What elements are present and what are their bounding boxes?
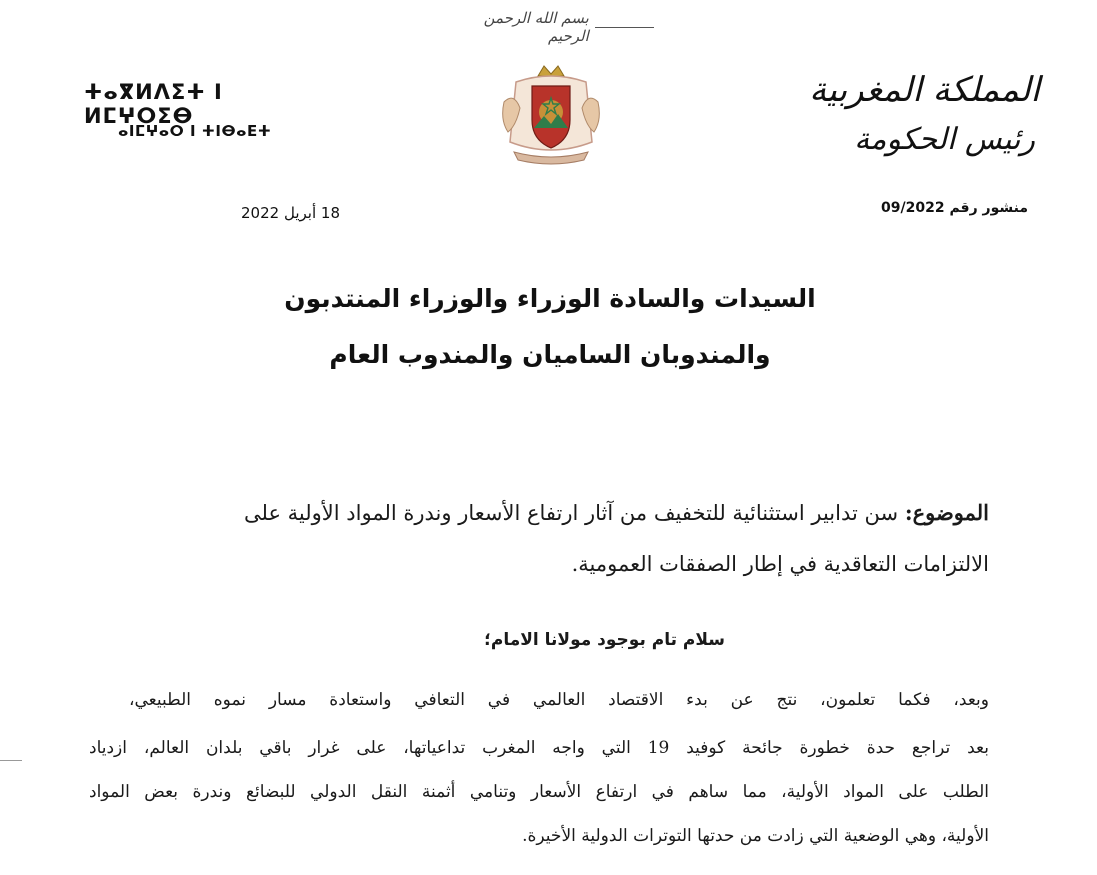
arabic-office-title: رئيس الحكومة [854, 122, 1035, 157]
circular-reference: منشور رقم 09/2022 [881, 200, 1028, 216]
subject-text-1: سن تدابير استثنائية للتخفيف من آثار ارتفاع الأسعار وندرة المواد الأولية على [244, 501, 899, 525]
body-line-3: الطلب على المواد الأولية، مما ساهم في ارتفاع الأسعار وتنامي أثمنة النقل الدولي للبضائع وندرة بعض المواد [89, 782, 989, 802]
arabic-kingdom-title: المملكة المغربية [809, 70, 1040, 110]
document-date: 18 أبريل 2022 [241, 204, 340, 222]
amazigh-office-title: ⴰⵏⵎⵖⴰⵔ ⵏ ⵜⵏⴱⴰⴹⵜ [118, 122, 272, 140]
amazigh-kingdom-title: ⵜⴰⴳⵍⴷⵉⵜ ⵏ ⵍⵎⵖⵔⵉⴱ [84, 80, 223, 128]
invocation-header [440, 9, 660, 45]
royal-emblem [496, 62, 606, 166]
recipients-line-2: والمندوبان الساميان والمندوب العام [329, 340, 771, 369]
body-line-2: بعد تراجع حدة خطورة جائحة كوفيد 19 التي واجه المغرب تداعياتها، على غرار باقي بلدان العالم، ازدياد [89, 738, 989, 758]
subject-line-2: الالتزامات التعاقدية في إطار الصفقات العمومية. [571, 552, 989, 576]
decorative-line [595, 27, 654, 28]
subject-label: الموضوع: [904, 500, 989, 525]
body-line-4: الأولية، وهي الوضعية التي زادت من حدتها التوترات الدولية الأخيرة. [522, 826, 989, 846]
body-line-1: وبعد، فكما تعلمون، نتج عن بدء الاقتصاد العالمي في التعافي واستعادة مسار نموه الطبيعي، [129, 690, 989, 710]
subject-line-1 [109, 500, 989, 526]
invocation-text: بسم الله الرحمن الرحيم [483, 9, 589, 45]
greeting: سلام تام بوجود مولانا الامام؛ [484, 630, 725, 650]
recipients-line-1: السيدات والسادة الوزراء والوزراء المنتدبون [284, 284, 816, 313]
margin-mark [0, 760, 22, 761]
